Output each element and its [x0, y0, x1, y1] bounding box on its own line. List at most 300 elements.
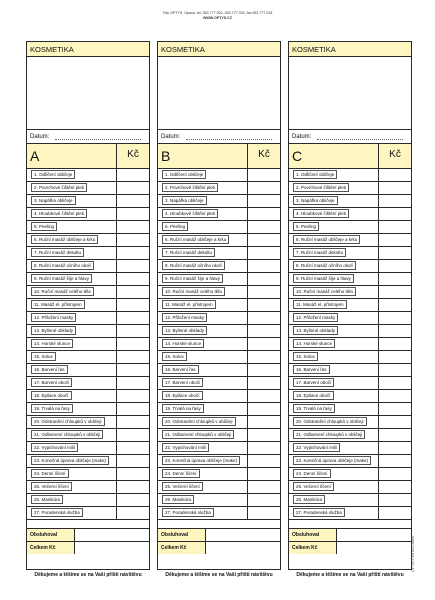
thanks-note-c: Děkujeme a těšíme se na Vaši příští návštěvu — [296, 572, 404, 578]
price-cell[interactable] — [378, 260, 411, 272]
service-name: 5. Peeling — [162, 222, 188, 231]
service-row — [289, 429, 411, 442]
service-row — [27, 351, 149, 364]
price-cell[interactable] — [116, 507, 149, 519]
service-label — [158, 494, 247, 506]
section-letter: A — [30, 148, 40, 164]
service-row — [289, 351, 411, 364]
service-label — [158, 312, 247, 324]
service-label — [158, 468, 247, 480]
price-cell[interactable] — [378, 182, 411, 194]
service-name: 11. Masáž el. přístrojem — [31, 300, 85, 309]
service-name: 3. Napářka obličeje — [31, 196, 76, 205]
service-row — [27, 494, 149, 507]
price-cell[interactable] — [116, 390, 149, 402]
service-label — [27, 325, 116, 337]
service-row — [158, 377, 280, 390]
service-label — [289, 351, 378, 363]
service-label — [289, 403, 378, 415]
price-cell[interactable] — [247, 273, 280, 285]
service-row — [158, 455, 280, 468]
price-cell[interactable] — [116, 364, 149, 376]
service-row — [289, 416, 411, 429]
service-name: 18. Epilace obočí — [293, 391, 334, 400]
served-by-row — [27, 528, 149, 541]
service-name: 26. Manikúra — [31, 495, 63, 504]
service-row — [289, 299, 411, 312]
service-row — [27, 338, 149, 351]
price-cell[interactable] — [247, 351, 280, 363]
service-name: 6. Ruční masáž obličeje a krku — [162, 235, 229, 244]
price-cell[interactable] — [378, 221, 411, 233]
service-row — [27, 416, 149, 429]
section-letter: B — [161, 148, 171, 164]
service-label — [158, 299, 247, 311]
service-row — [27, 325, 149, 338]
price-cell[interactable] — [378, 429, 411, 441]
service-row — [289, 468, 411, 481]
service-row — [289, 481, 411, 494]
service-row — [289, 455, 411, 468]
service-label — [27, 468, 116, 480]
price-cell[interactable] — [116, 182, 149, 194]
service-name: 14. Horské slunce — [162, 339, 204, 348]
price-cell[interactable] — [247, 364, 280, 376]
form-code: OP 1079 En 6/11 58/09 — [411, 535, 415, 572]
price-cell[interactable] — [247, 429, 280, 441]
price-cell[interactable] — [378, 338, 411, 350]
service-name: 12. Přiložení masky — [162, 313, 207, 322]
service-row — [27, 247, 149, 260]
service-name: 24. Denní líčení — [293, 469, 331, 478]
service-name: 5. Peeling — [31, 222, 57, 231]
price-cell[interactable] — [116, 312, 149, 324]
service-name: 16. Barvení řas — [293, 365, 330, 374]
service-name: 24. Denní líčení — [162, 469, 200, 478]
service-name: 15. Solux — [162, 352, 187, 361]
served-by-field[interactable] — [206, 529, 280, 541]
price-cell[interactable] — [378, 481, 411, 493]
service-label — [27, 299, 116, 311]
service-name: 19. Trvalá na řasy — [293, 404, 335, 413]
price-cell[interactable] — [378, 312, 411, 324]
notes-area[interactable] — [158, 57, 280, 130]
service-row — [27, 221, 149, 234]
service-label — [289, 455, 378, 467]
price-cell[interactable] — [247, 468, 280, 480]
service-name: 19. Trvalá na řasy — [162, 404, 204, 413]
total-label: Celkem Kč — [289, 542, 337, 554]
service-row — [289, 364, 411, 377]
service-row — [27, 208, 149, 221]
service-name: 2. Povrchové čištění pleti — [293, 183, 349, 192]
service-name: 3. Napářka obličeje — [162, 196, 207, 205]
service-row — [158, 481, 280, 494]
price-cell[interactable] — [116, 403, 149, 415]
price-cell[interactable] — [116, 273, 149, 285]
price-cell[interactable] — [247, 260, 280, 272]
date-field[interactable] — [158, 130, 280, 144]
service-row — [158, 195, 280, 208]
date-line — [186, 139, 272, 140]
service-label — [289, 429, 378, 441]
service-label — [27, 442, 116, 454]
service-label — [158, 377, 247, 389]
service-row — [27, 182, 149, 195]
price-cell[interactable] — [378, 351, 411, 363]
service-name: 20. Odstranění chloupků v obličeji — [31, 417, 105, 426]
service-name: 1. Odlíčení obličeje — [162, 170, 206, 179]
service-name: 18. Epilace obočí — [162, 391, 203, 400]
served-by-field[interactable] — [75, 529, 149, 541]
service-name: 11. Masáž el. přístrojem — [162, 300, 216, 309]
price-cell[interactable] — [116, 221, 149, 233]
service-label — [289, 325, 378, 337]
service-name: 6. Ruční masáž obličeje a krku — [293, 235, 360, 244]
price-cell[interactable] — [247, 455, 280, 467]
served-by-label: Obsluhoval — [289, 529, 337, 541]
service-row — [289, 442, 411, 455]
service-label — [289, 390, 378, 402]
service-row — [289, 338, 411, 351]
service-name: 11. Masáž el. přístrojem — [293, 300, 347, 309]
service-row — [158, 234, 280, 247]
price-cell[interactable] — [378, 169, 411, 181]
price-cell[interactable] — [378, 507, 411, 519]
service-row — [158, 403, 280, 416]
date-field[interactable] — [27, 130, 149, 144]
service-row — [158, 182, 280, 195]
printer-contact: Tisk OPTYS, Opava, tel. 553 777 001, 553 777 333, fax 553 777 018 — [162, 11, 273, 15]
service-name: 16. Barvení řas — [31, 365, 68, 374]
service-row — [27, 468, 149, 481]
price-cell[interactable] — [247, 325, 280, 337]
total-row — [158, 541, 280, 554]
price-cell[interactable] — [378, 286, 411, 298]
service-label — [158, 286, 247, 298]
service-label — [27, 273, 116, 285]
service-label — [289, 416, 378, 428]
price-cell[interactable] — [116, 481, 149, 493]
service-row — [27, 455, 149, 468]
service-row — [158, 338, 280, 351]
service-name: 25. Večerní líčení — [293, 482, 334, 491]
service-row — [289, 208, 411, 221]
service-name: 1. Odlíčení obličeje — [293, 170, 337, 179]
service-name: 12. Přiložení masky — [31, 313, 76, 322]
service-label — [158, 338, 247, 350]
service-name: 22. Vypichování milií — [31, 443, 78, 452]
service-row — [289, 247, 411, 260]
price-cell[interactable] — [116, 325, 149, 337]
price-cell[interactable] — [378, 377, 411, 389]
service-name: 13. Bylinné obklady — [31, 326, 76, 335]
price-cell[interactable] — [247, 416, 280, 428]
service-label — [289, 494, 378, 506]
service-label — [27, 507, 116, 519]
price-cell[interactable] — [247, 377, 280, 389]
service-label — [27, 312, 116, 324]
price-cell[interactable] — [378, 195, 411, 207]
total-field[interactable] — [75, 542, 149, 554]
service-label — [27, 221, 116, 233]
service-row — [27, 286, 149, 299]
service-row — [27, 299, 149, 312]
service-name: 26. Manikúra — [162, 495, 194, 504]
service-name: 26. Manikúra — [293, 495, 325, 504]
service-name: 27. Poradenská služba — [31, 508, 83, 517]
service-row — [158, 169, 280, 182]
service-row — [27, 377, 149, 390]
service-name: 2. Povrchové čištění pleti — [31, 183, 87, 192]
price-cell[interactable] — [247, 221, 280, 233]
service-row — [27, 429, 149, 442]
price-cell[interactable] — [116, 247, 149, 259]
price-cell[interactable] — [116, 468, 149, 480]
service-label — [289, 481, 378, 493]
service-label — [27, 351, 116, 363]
total-row — [289, 541, 411, 554]
service-label — [158, 234, 247, 246]
section-header — [158, 144, 280, 169]
service-label — [27, 208, 116, 220]
service-name: 4. Hloubkové čištění pleti — [293, 209, 349, 218]
served-by-row — [158, 528, 280, 541]
service-name: 3. Napářka obličeje — [293, 196, 338, 205]
price-cell[interactable] — [116, 351, 149, 363]
price-cell[interactable] — [116, 299, 149, 311]
price-cell[interactable] — [247, 403, 280, 415]
service-label — [289, 195, 378, 207]
price-cell[interactable] — [378, 364, 411, 376]
price-cell[interactable] — [247, 494, 280, 506]
service-row — [289, 221, 411, 234]
section-header — [27, 144, 149, 169]
price-cell[interactable] — [247, 195, 280, 207]
service-row — [289, 286, 411, 299]
price-cell[interactable] — [116, 494, 149, 506]
price-cell[interactable] — [378, 325, 411, 337]
spacer — [27, 520, 149, 528]
service-name: 1. Odlíčení obličeje — [31, 170, 75, 179]
service-label — [27, 377, 116, 389]
price-cell[interactable] — [247, 234, 280, 246]
price-cell[interactable] — [378, 416, 411, 428]
service-name: 25. Večerní líčení — [162, 482, 203, 491]
service-name: 10. Ruční masáž celého těla — [293, 287, 356, 296]
service-row — [27, 442, 149, 455]
receipt-column-b — [157, 41, 281, 570]
service-name: 27. Poradenská služba — [293, 508, 345, 517]
price-cell[interactable] — [116, 429, 149, 441]
price-cell[interactable] — [116, 286, 149, 298]
service-row — [158, 468, 280, 481]
price-cell[interactable] — [247, 169, 280, 181]
price-cell[interactable] — [116, 416, 149, 428]
price-cell[interactable] — [116, 195, 149, 207]
price-cell[interactable] — [378, 208, 411, 220]
notes-area[interactable] — [27, 57, 149, 130]
total-field[interactable] — [337, 542, 411, 554]
service-label — [27, 481, 116, 493]
price-cell[interactable] — [116, 377, 149, 389]
price-cell[interactable] — [247, 442, 280, 454]
price-cell[interactable] — [378, 390, 411, 402]
service-row — [27, 260, 149, 273]
service-name: 9. Ruční masáž šíje a hlavy — [293, 274, 354, 283]
service-row — [158, 351, 280, 364]
price-cell[interactable] — [378, 273, 411, 285]
service-name: 4. Hloubkové čištění pleti — [162, 209, 218, 218]
service-label — [289, 442, 378, 454]
price-cell[interactable] — [247, 507, 280, 519]
service-name: 22. Vypichování milií — [162, 443, 209, 452]
service-label — [158, 481, 247, 493]
service-name: 23. Konečná úprava obličeje (make) — [162, 456, 240, 465]
service-label — [27, 286, 116, 298]
service-label — [158, 325, 247, 337]
service-name: 23. Konečná úprava obličeje (make) — [31, 456, 109, 465]
section-header — [289, 144, 411, 169]
price-cell[interactable] — [378, 247, 411, 259]
service-label — [27, 195, 116, 207]
service-name: 17. Barvení obočí — [31, 378, 72, 387]
price-cell[interactable] — [116, 208, 149, 220]
total-label: Celkem Kč — [27, 542, 75, 554]
service-name: 4. Hloubkové čištění pleti — [31, 209, 87, 218]
price-cell[interactable] — [247, 182, 280, 194]
service-row — [158, 312, 280, 325]
service-label — [289, 507, 378, 519]
service-label — [158, 364, 247, 376]
service-label — [158, 260, 247, 272]
notes-area[interactable] — [289, 57, 411, 130]
service-name: 9. Ruční masáž šíje a hlavy — [162, 274, 223, 283]
service-label — [27, 390, 116, 402]
service-name: 2. Povrchové čištění pleti — [162, 183, 218, 192]
price-cell[interactable] — [378, 468, 411, 480]
receipt-column-a — [26, 41, 150, 570]
receipt-column-c — [288, 41, 412, 570]
price-cell[interactable] — [378, 494, 411, 506]
service-label — [27, 260, 116, 272]
service-row — [158, 442, 280, 455]
service-row — [158, 416, 280, 429]
service-name: 15. Solux — [293, 352, 318, 361]
service-row — [289, 260, 411, 273]
price-cell[interactable] — [247, 299, 280, 311]
price-cell[interactable] — [247, 312, 280, 324]
price-cell[interactable] — [378, 455, 411, 467]
column-title: KOSMETIKA — [27, 42, 149, 57]
served-by-label: Obsluhoval — [158, 529, 206, 541]
date-label: Datum: — [30, 134, 50, 140]
price-cell[interactable] — [116, 455, 149, 467]
price-cell[interactable] — [247, 247, 280, 259]
service-label — [289, 221, 378, 233]
service-row — [289, 507, 411, 520]
service-label — [27, 429, 116, 441]
price-cell[interactable] — [378, 299, 411, 311]
service-name: 7. Ruční masáž dekoltu — [162, 248, 215, 257]
price-cell[interactable] — [247, 390, 280, 402]
service-name: 20. Odstranění chloupků v obličeji — [293, 417, 367, 426]
date-field[interactable] — [289, 130, 411, 144]
price-cell[interactable] — [247, 286, 280, 298]
total-field[interactable] — [206, 542, 280, 554]
service-label — [27, 182, 116, 194]
price-cell[interactable] — [247, 338, 280, 350]
service-row — [158, 390, 280, 403]
price-cell[interactable] — [116, 169, 149, 181]
service-row — [27, 234, 149, 247]
currency-header: Kč — [378, 144, 411, 168]
service-row — [289, 169, 411, 182]
service-label — [289, 260, 378, 272]
total-label: Celkem Kč — [158, 542, 206, 554]
service-label — [289, 182, 378, 194]
served-by-field[interactable] — [337, 529, 411, 541]
service-name: 25. Večerní líčení — [31, 482, 72, 491]
printer-header — [0, 11, 435, 21]
service-label — [27, 403, 116, 415]
service-row — [158, 299, 280, 312]
service-name: 21. Odbarvení chloupků v obličeji — [31, 430, 103, 439]
price-cell[interactable] — [378, 403, 411, 415]
price-cell[interactable] — [116, 260, 149, 272]
printer-website: WWW.OPTYS.CZ — [203, 16, 232, 20]
date-line — [55, 139, 141, 140]
price-cell[interactable] — [247, 208, 280, 220]
service-row — [158, 507, 280, 520]
service-row — [158, 260, 280, 273]
service-row — [158, 325, 280, 338]
service-name: 8. Ruční masáž očního okolí — [162, 261, 225, 270]
service-label — [289, 208, 378, 220]
service-label — [27, 364, 116, 376]
service-row — [27, 195, 149, 208]
price-cell[interactable] — [116, 338, 149, 350]
currency-header: Kč — [247, 144, 280, 168]
service-name: 18. Epilace obočí — [31, 391, 72, 400]
service-name: 27. Poradenská služba — [162, 508, 214, 517]
service-label — [158, 182, 247, 194]
service-name: 12. Přiložení masky — [293, 313, 338, 322]
price-cell[interactable] — [378, 442, 411, 454]
service-label — [158, 416, 247, 428]
spacer — [289, 520, 411, 528]
service-label — [289, 169, 378, 181]
service-label — [27, 455, 116, 467]
service-name: 6. Ruční masáž obličeje a krku — [31, 235, 98, 244]
price-cell[interactable] — [116, 442, 149, 454]
service-label — [289, 377, 378, 389]
service-row — [158, 208, 280, 221]
service-label — [27, 494, 116, 506]
service-row — [158, 494, 280, 507]
price-cell[interactable] — [116, 234, 149, 246]
price-cell[interactable] — [378, 234, 411, 246]
service-row — [158, 247, 280, 260]
service-label — [289, 286, 378, 298]
price-cell[interactable] — [247, 481, 280, 493]
service-label — [158, 507, 247, 519]
service-name: 14. Horské slunce — [31, 339, 73, 348]
service-row — [27, 390, 149, 403]
service-label — [158, 221, 247, 233]
service-name: 24. Denní líčení — [31, 469, 69, 478]
service-row — [289, 377, 411, 390]
